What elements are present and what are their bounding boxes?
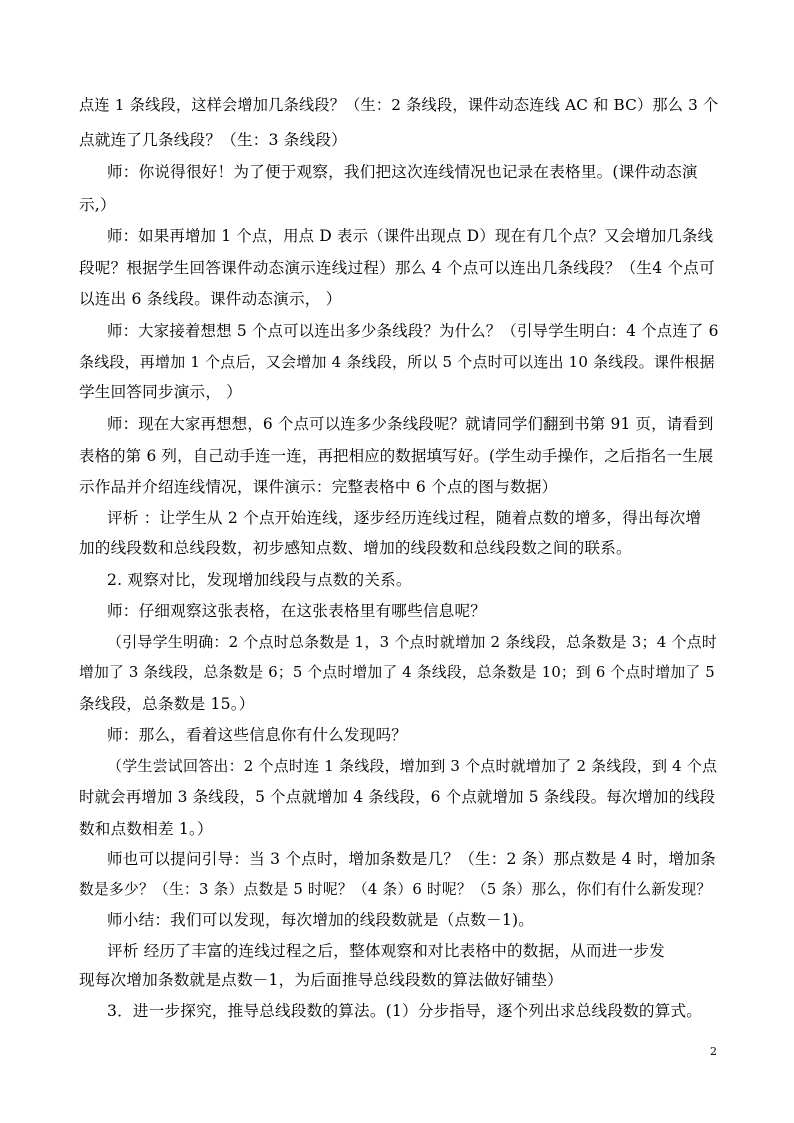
text-line: （引导学生明确：2 个点时总条数是 1，3 个点时就增加 2 条线段，总条数是 3；4 个点时 xyxy=(107,633,718,651)
text-line: 数和点数相差 1。） xyxy=(79,820,213,838)
text-line: 师：如果再增加 1 个点，用点 D 表示（课件出现点 D）现在有几个点？又会增加几条线 xyxy=(107,227,714,245)
text-line: 师小结：我们可以发现，每次增加的线段数就是（点数－1)。 xyxy=(107,911,535,929)
text-line: 师：现在大家再想想，6 个点可以连多少条线段呢？就请同学们翻到书第 91 页，请看到 xyxy=(107,415,714,433)
text-line: 段呢？根据学生回答课件动态演示连线过程）那么 4 个点可以连出几条线段？（生4 个点可 xyxy=(79,259,715,277)
text-line: 以连出 6 条线段。课件动态演示， ） xyxy=(79,290,342,308)
text-line: 示作品并介绍连线情况，课件演示：完整表格中 6 个点的图与数据） xyxy=(79,478,558,496)
section-heading: 2. 观察对比，发现增加线段与点数的关系。 xyxy=(107,571,412,589)
text-line: 增加了 3 条线段，总条数是 6；5 个点时增加了 4 条线段，总条数是 10；到 6 个点时增加了 5 xyxy=(79,664,715,681)
text-line: 加的线段数和总线段数，初步感知点数、增加的线段数和总线段数之间的联系。 xyxy=(79,539,632,557)
text-line: 评析 ：让学生从 2 个点开始连线，逐步经历连线过程，随着点数的增多，得出每次增 xyxy=(107,509,702,527)
text-line: 学生回答同步演示， ） xyxy=(79,383,243,401)
text-line: 数是多少？（生：3 条）点数是 5 时呢？（4 条）6 时呢？（5 条）那么，你们有什么新发现？ xyxy=(79,881,712,898)
text-line: （学生尝试回答出：2 个点时连 1 条线段，增加到 3 个点时就增加了 2 条线段，到 4 个点 xyxy=(107,757,718,775)
text-line: 师也可以提问引导：当 3 个点时，增加条数是几？（生：2 条）那点数是 4 时，增加条 xyxy=(107,850,716,868)
section-heading: 3．进一步探究，推导总线段数的算法。(1）分步指导，逐个列出求总线段数的算式。 xyxy=(107,1002,703,1020)
text-line: 现每次增加条数就是点数－1，为后面推导总线段数的算法做好铺垫） xyxy=(79,971,563,989)
text-line: 师：你说得很好！为了便于观察，我们把这次连线情况也记录在表格里。(课件动态演 xyxy=(107,163,698,181)
text-line: 时就会再增加 3 条线段，5 个点就增加 4 条线段，6 个点就增加 5 条线段。每次增加的线段 xyxy=(79,788,716,806)
text-line: 师：那么，看着这些信息你有什么发现吗？ xyxy=(107,726,408,744)
text-line: 条线段，再增加 1 个点后，又会增加 4 条线段，所以 5 个点时可以连出 10 条线段。课件根据 xyxy=(79,353,715,371)
text-line: 师：大家接着想想 5 个点可以连出多少条线段？为什么？（引导学生明白：4 个点连了 6 xyxy=(107,322,719,340)
text-line: 示,） xyxy=(79,196,116,214)
text-line: 表格的第 6 列，自己动手连一连，再把相应的数据填写好。(学生动手操作，之后指名一生展 xyxy=(79,447,714,465)
page-number: 2 xyxy=(710,1045,717,1058)
text-line: 点连 1 条线段，这样会增加几条线段？（生：2 条线段，课件动态连线 AC 和 BC）那么 3 个 xyxy=(79,96,719,114)
text-line: 条线段，总条数是 15。） xyxy=(79,695,255,713)
text-line: 评析 经历了丰富的连线过程之后，整体观察和对比表格中的数据，从而进一步发 xyxy=(107,942,665,960)
text-line: 点就连了几条线段？（生：3 条线段） xyxy=(79,131,347,149)
text-line: 师：仔细观察这张表格，在这张表格里有哪些信息呢？ xyxy=(107,602,487,620)
